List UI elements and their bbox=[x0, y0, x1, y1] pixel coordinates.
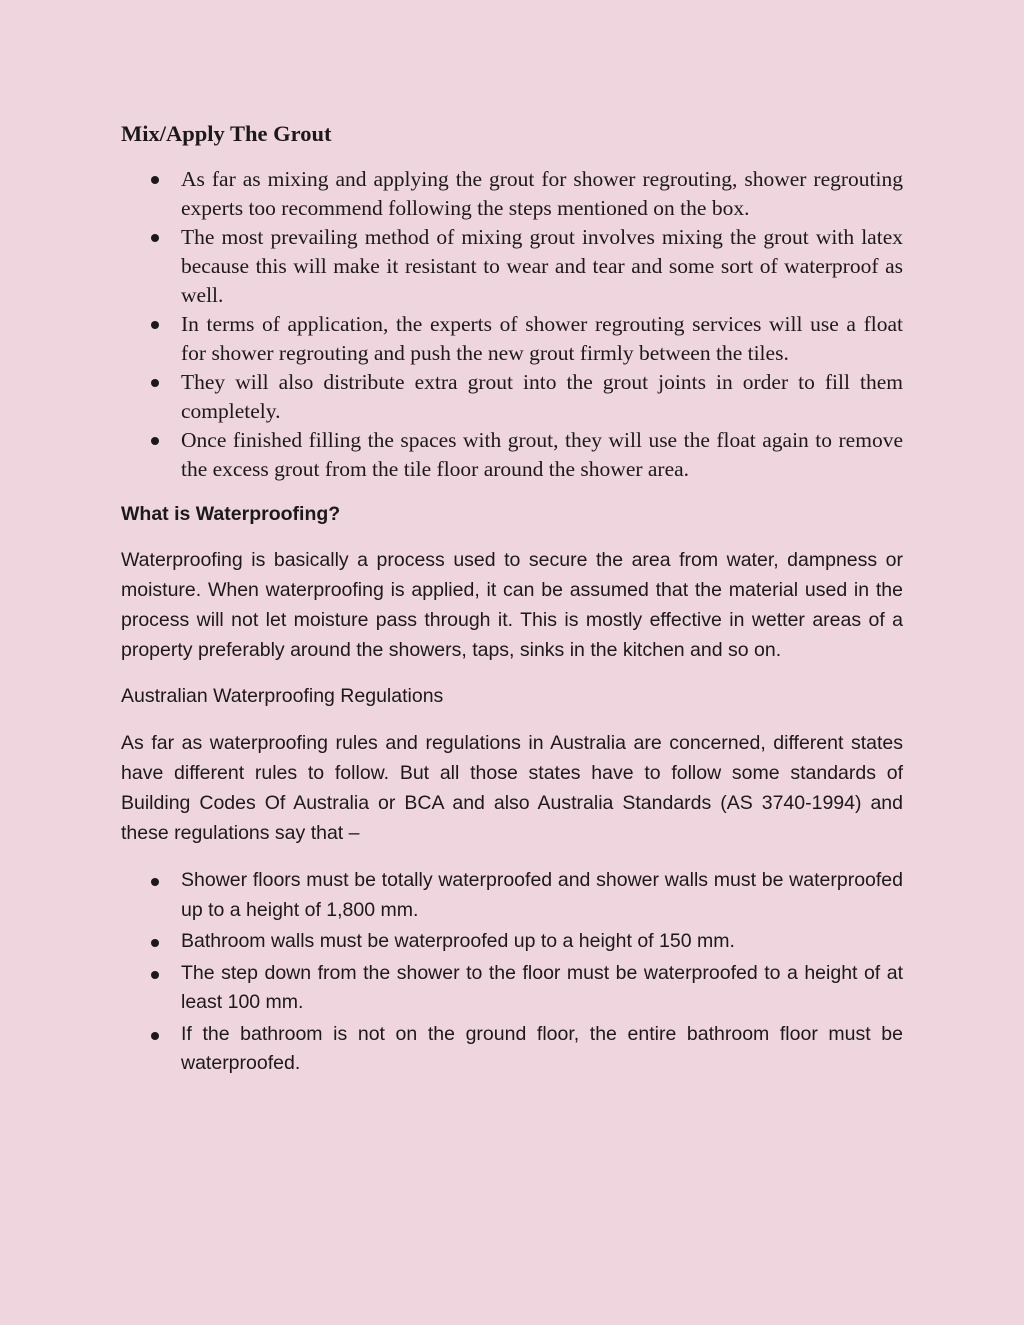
section-heading-grout: Mix/Apply The Grout bbox=[121, 121, 332, 146]
list-item-text: The most prevailing method of mixing grout involves mixing the grout with latex because this will make it resistant to wear and tear and some sort of waterproof as well. bbox=[181, 225, 903, 307]
list-item bbox=[121, 310, 903, 368]
list-item-text: Once finished filling the spaces with grout, they will use the float again to remove the excess grout from the tile floor around the shower area. bbox=[181, 428, 903, 481]
list-item-text: Shower floors must be totally waterproofed and shower walls must be waterproofed up to a height of 1,800 mm. bbox=[181, 869, 903, 921]
section-heading-waterproofing: What is Waterproofing? bbox=[121, 503, 341, 525]
regulations-title: Australian Waterproofing Regulations bbox=[121, 685, 444, 707]
list-item-text: The step down from the shower to the floor must be waterproofed to a height of at least 100 mm. bbox=[181, 961, 903, 1013]
list-item bbox=[121, 959, 903, 1018]
list-item bbox=[121, 1020, 903, 1079]
list-item bbox=[121, 426, 903, 484]
regulations-bullet-list bbox=[121, 866, 903, 1079]
list-item-text: If the bathroom is not on the ground floor, the entire bathroom floor must be waterproofed. bbox=[181, 1022, 903, 1074]
regulations-paragraph: As far as waterproofing rules and regulations in Australia are concerned, different states have different rules to follow. But all those states have to follow some standards of Building Codes Of Australia or BCA and also Australia Standards (AS 3740-1994) and these regulations say that – bbox=[121, 732, 903, 844]
list-item-text: Bathroom walls must be waterproofed up to a height of 150 mm. bbox=[181, 930, 735, 952]
waterproofing-intro-paragraph: Waterproofing is basically a process used to secure the area from water, dampness or moisture. When waterproofing is applied, it can be assumed that the material used in the process will not let moisture pass through it. This is mostly effective in wetter areas of a property preferably around the showers, taps, sinks in the kitchen and so on. bbox=[121, 549, 903, 661]
document-page bbox=[121, 117, 903, 1081]
list-item bbox=[121, 927, 903, 957]
grout-bullet-list bbox=[121, 165, 903, 484]
list-item-text: In terms of application, the experts of shower regrouting services will use a float for shower regrouting and push the new grout firmly between the tiles. bbox=[181, 312, 903, 365]
list-item bbox=[121, 368, 903, 426]
list-item-text: They will also distribute extra grout into the grout joints in order to fill them completely. bbox=[181, 370, 903, 423]
list-item bbox=[121, 165, 903, 223]
list-item bbox=[121, 223, 903, 310]
list-item bbox=[121, 866, 903, 925]
list-item-text: As far as mixing and applying the grout for shower regrouting, shower regrouting experts too recommend following the steps mentioned on the box. bbox=[181, 167, 903, 220]
